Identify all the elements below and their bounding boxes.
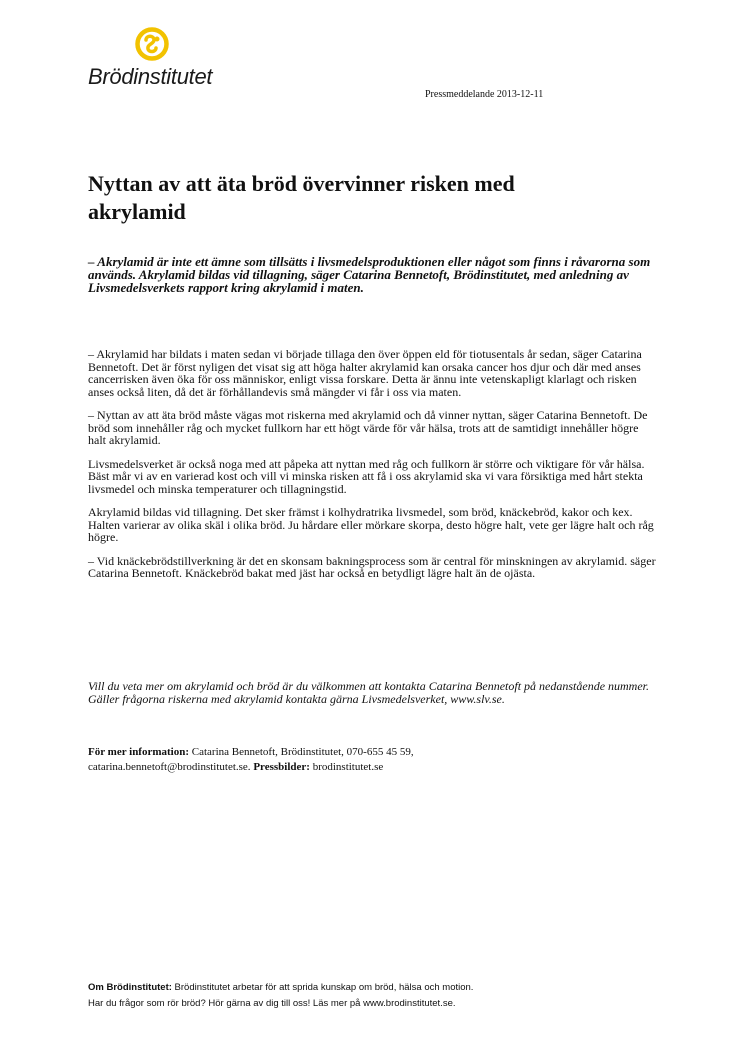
paragraph: Livsmedelsverket är också noga med att påpeka att nyttan med råg och fullkorn är större och viktigare för vår hälsa. Bäst mår vi av en varierad kost och vill vi minska risken att få i oss akrylamid ska vi vara försiktiga med hårt stekta livsmedel och minska temperaturer och tillagningstid.: [88, 456, 645, 496]
paragraph: Akrylamid bildas vid tillagning. Det sker främst i kolhydratrika livsmedel, som bröd, knäckebröd, kakor och kex. Halten varierar av olika skäl i olika bröd. Ju hårdare eller mörkare skorpa, desto högre halt, vete ger lägre halt och råg högre.: [88, 505, 654, 544]
logo-mark-icon: [134, 26, 170, 62]
contact-line: [88, 745, 658, 760]
contact-info: [88, 745, 658, 775]
press-images-label: Pressbilder:: [253, 761, 310, 773]
info-text: Catarina Bennetoft, Brödinstitutet, 070-655 45 59,: [189, 746, 414, 758]
lead-paragraph: – Akrylamid är inte ett ämne som tillsätts i livsmedelsproduktionen eller något som finns i råvarorna som används. Akrylamid bildas vid tillagning, säger Catarina Bennetoft, Brödinstitutet, med anledning av Livsmedelsverkets rapport kring akrylamid i maten.: [88, 254, 651, 295]
footer: [88, 980, 668, 1012]
page-title: Nyttan av att äta bröd övervinner risken med akrylamid: [88, 171, 515, 224]
footer-line: [88, 980, 668, 996]
brand-logo: [88, 26, 228, 96]
logo-text: Brödinstitutet: [88, 64, 213, 89]
paragraph: – Akrylamid har bildats i maten sedan vi började tillaga den över öppen eld för tiotusentals år sedan, säger Catarina Bennetoft. Det är först nyligen det visat sig att höga halter akrylamid kan orsaka cancer hos djur och där med anses cancerrisken även öka för oss människor, enligt vissa forskare. Detta är ännu inte vetenskapligt klarlagt och risken anses också liten, då det är förhållandevis små mängder vi får i oss via maten.: [88, 347, 642, 399]
contact-note: Vill du veta mer om akrylamid och bröd är du välkommen att kontakta Catarina Bennetoft på nedanstående nummer. Gäller frågorna riskerna med akrylamid kontakta gärna Livsmedelsverket, www.slv.se.: [88, 679, 650, 706]
footer-text: Brödinstitutet arbetar för att sprida kunskap om bröd, hälsa och motion.: [171, 982, 474, 993]
footer-label: Om Brödinstitutet:: [88, 982, 172, 993]
press-release-date: Pressmeddelande 2013-12-11: [425, 89, 544, 100]
paragraph: – Nyttan av att äta bröd måste vägas mot riskerna med akrylamid och då vinner nyttan, säger Catarina Bennetoft. De bröd som innehåller råg och mycket fullkorn har ett högt värde för vår hälsa, trots att de samtidigt innehåller högre halt akrylamid.: [88, 408, 648, 447]
paragraph: – Vid knäckebrödstillverkning är det en skonsam bakningsprocess som är central för minskningen av akrylamid. säger Catarina Bennetoft. Knäckebröd bakat med jäst har också en betydligt lägre halt än de ojästa.: [88, 553, 656, 580]
info-label: För mer information:: [88, 746, 190, 758]
press-images-link[interactable]: brodinstitutet.se: [309, 761, 384, 773]
email-link[interactable]: catarina.bennetoft@brodinstitutet.se.: [88, 761, 251, 773]
contact-line: [88, 760, 658, 775]
body-text: [88, 348, 658, 591]
footer-line: Har du frågor som rör bröd? Hör gärna av dig till oss! Läs mer på www.brodinstitutet.se.: [88, 998, 456, 1009]
